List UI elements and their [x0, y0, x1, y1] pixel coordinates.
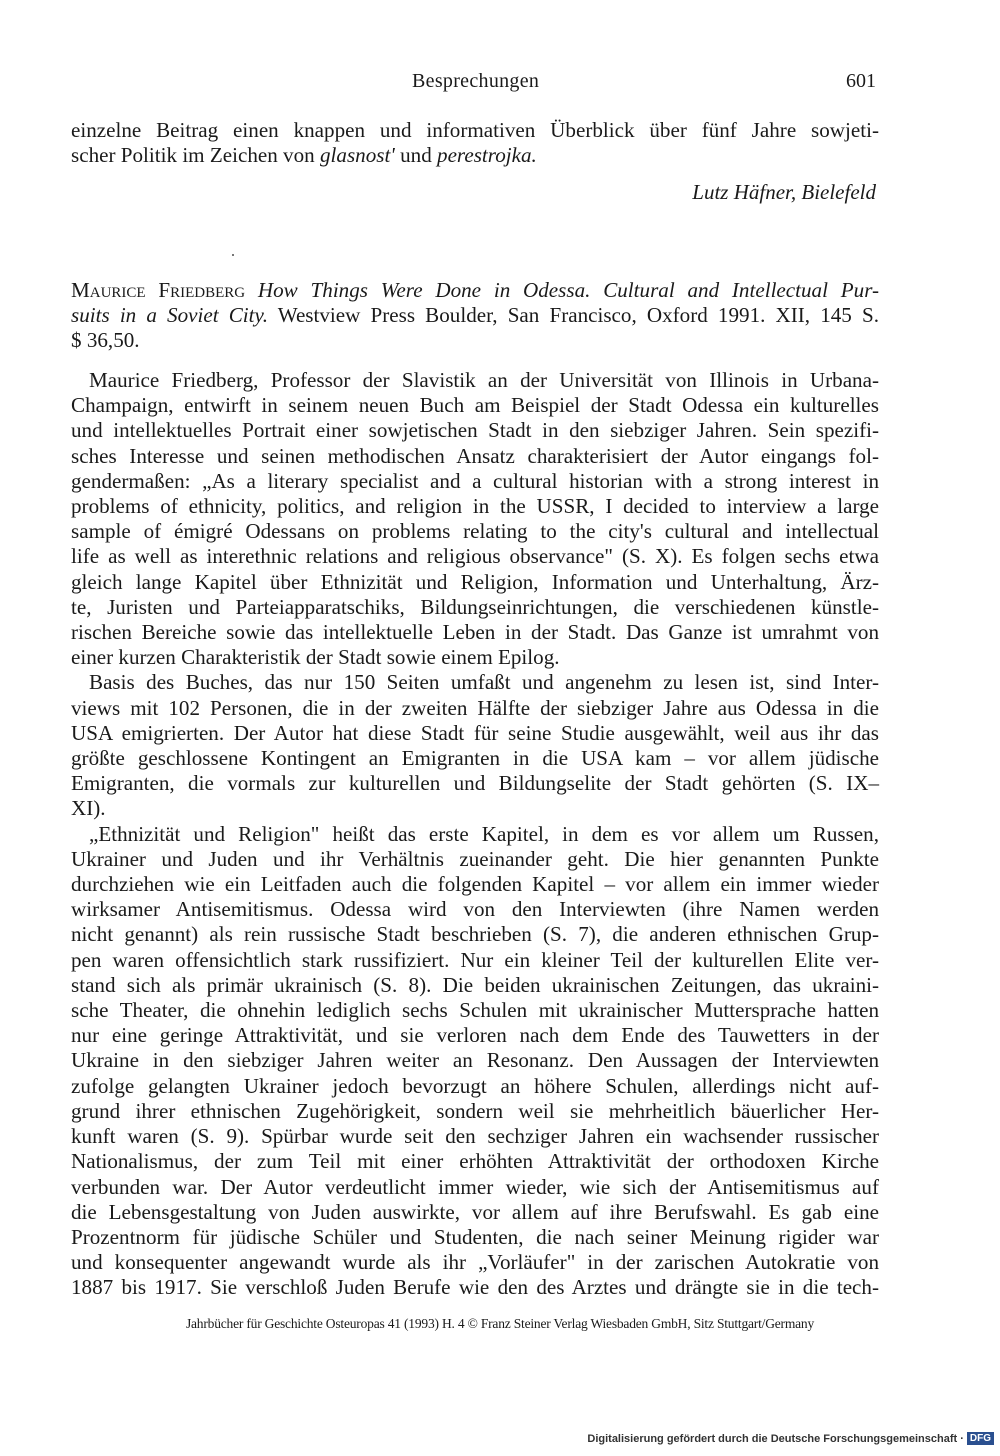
text-line: sche Theater, die ohnehin lediglich sechs Schulen mit ukrainischer Muttersprache hatten	[71, 998, 879, 1023]
book-author: Maurice Friedberg	[71, 278, 246, 302]
text-segment: scher Politik im Zeichen von	[71, 143, 320, 168]
text-line	[71, 143, 879, 168]
text-line: einzelne Beitrag einen knappen und informativen Überblick über fünf Jahre sowjeti-	[71, 118, 879, 142]
text-line: problems of ethnicity, politics, and religion in the USSR, I decided to interview a large	[71, 494, 879, 519]
text-line: zufolge gelangten Ukrainer jedoch bevorzugt an höhere Schulen, allerdings nicht auf-	[71, 1073, 879, 1098]
running-head: Besprechungen	[412, 70, 540, 92]
text-line: XI).	[71, 796, 106, 821]
previous-review-end	[71, 118, 879, 168]
text-line: wirksamer Antisemitismus. Odessa wird von den Interviewten (ihre Namen werden	[71, 897, 879, 922]
text-line: die Lebensgestaltung von Juden auswirkte, vor allem auf ihre Berufswahl. Es gab eine	[71, 1199, 879, 1224]
text-line: kunft waren (S. 9). Spürbar wurde seit den sechziger Jahren ein wachsender russischer	[71, 1124, 879, 1149]
text-line: nur eine geringe Attraktivität, und sie verloren nach dem Ende des Tauwetters in der	[71, 1023, 879, 1048]
digitization-notice	[587, 1432, 994, 1445]
text-line: pen waren offensichtlich stark russifiziert. Nur ein kleiner Teil der kulturellen Elite ver-	[71, 947, 879, 972]
term-glasnost: glasnost'	[319, 143, 395, 168]
text-line: sches Interesse und seinen methodischen Ansatz charakterisiert der Autor eingangs fol-	[71, 443, 879, 468]
book-title-part-2: suits in a Soviet City.	[71, 303, 268, 328]
review-body	[71, 368, 879, 1301]
review-heading	[71, 278, 879, 354]
dfg-logo-icon: DFG	[967, 1432, 994, 1445]
text-segment: und	[394, 143, 438, 168]
text-line: grund ihrer ethnischen Zugehörigkeit, sondern weil sie mehrheitlich bäuerlicher Her-	[71, 1098, 879, 1123]
book-price: $ 36,50.	[71, 328, 140, 353]
text-line: und konsequenter angewandt wurde als ihr „Vorläufer" in der zarischen Autokratie von	[71, 1250, 879, 1275]
text-line: gendermaßen: „As a literary specialist and a cultural historian with a strong interest in	[71, 468, 879, 493]
bib-line-2	[71, 303, 879, 328]
text-line: Ukraine in den siebziger Jahren weiter an Resonanz. Den Aussagen der Interviewten	[71, 1048, 879, 1073]
text-line: views mit 102 Personen, die in der zweiten Hälfte der siebziger Jahre aus Odessa in die	[71, 695, 879, 720]
text-line: „Ethnizität und Religion" heißt das erste Kapitel, in dem es vor allem um Russen,	[89, 821, 879, 846]
text-line: sample of émigré Odessans on problems relating to the city's cultural and intellectual	[71, 519, 879, 544]
text-line: gleich lange Kapitel über Ethnizität und Religion, Information und Unterhaltung, Ärz-	[71, 569, 879, 594]
text-line: stand sich als primär ukrainisch (S. 8). Die beiden ukrainischen Zeitungen, das ukraini-	[71, 972, 879, 997]
term-perestrojka: perestrojka.	[437, 143, 537, 168]
text-line: nicht genannt) als rein russische Stadt beschrieben (S. 7), die anderen ethnischen Grup-	[71, 922, 879, 947]
text-line: Maurice Friedberg, Professor der Slavistik an der Universität von Illinois in Urbana-	[89, 368, 879, 392]
text-line: größte geschlossene Kontingent an Emigranten in die USA kam – vor allem jüdische	[71, 746, 879, 771]
text-line: durchziehen wie ein Leitfaden auch die folgenden Kapitel – vor allem ein immer wieder	[71, 872, 879, 897]
text-line: und intellektuelles Portrait einer sowjetischen Stadt in den siebziger Jahren. Sein spezifi-	[71, 418, 879, 443]
text-line: USA emigrierten. Der Autor hat diese Stadt für seine Studie ausgewählt, weil aus ihr das	[71, 720, 879, 745]
text-line: te, Juristen und Parteiapparatschiks, Bildungseinrichtungen, die verschiedenen künstle-	[71, 594, 879, 619]
text-line: Basis des Buches, das nur 150 Seiten umfaßt und angenehm zu lesen ist, sind Inter-	[89, 670, 879, 695]
publisher-info: Westview Press Boulder, San Francisco, Oxford 1991. XII, 145 S.	[267, 303, 879, 328]
text-line: Champaign, entwirft in seinem neuen Buch am Beispiel der Stadt Odessa ein kulturelles	[71, 393, 879, 418]
book-title-part-1: How Things Were Done in Odessa. Cultural and Intellectual Pur-	[257, 278, 879, 302]
text-line: Prozentnorm für jüdische Schüler und Studenten, die nach seiner Meinung rigider war	[71, 1224, 879, 1249]
bib-line-1	[71, 278, 879, 303]
text-line: Emigranten, die vormals zur kulturellen und Bildungselite der Stadt gehörten (S. IX–	[71, 771, 879, 796]
text-line: Nationalismus, der zum Teil mit einer erhöhten Attraktivität der orthodoxen Kirche	[71, 1149, 879, 1174]
text-line: 1887 bis 1917. Sie verschloß Juden Berufe wie den des Arztes und drängte sie in die tech-	[71, 1275, 879, 1300]
text-line: rischen Bereiche sowie das intellektuelle Leben in der Stadt. Das Ganze ist umrahmt von	[71, 620, 879, 645]
text-line: verbunden war. Der Autor verdeutlicht immer wieder, wie sich der Antisemitismus auf	[71, 1174, 879, 1199]
text-line: life as well as interethnic relations and religious observance" (S. X). Es folgen sechs etwa	[71, 544, 879, 569]
journal-citation-footer: Jahrbücher für Geschichte Osteuropas 41 (1993) H. 4 © Franz Steiner Verlag Wiesbaden GmbH, Sitz Stuttgart/Germany	[185, 1316, 815, 1331]
scan-speck	[232, 254, 234, 256]
text-line: Ukrainer und Juden und ihr Verhältnis zueinander geht. Die hier genannten Punkte	[71, 846, 879, 871]
text-line: einer kurzen Charakteristik der Stadt sowie einem Epilog.	[71, 645, 560, 670]
page-number: 601	[846, 70, 876, 92]
reviewer-signature: Lutz Häfner, Bielefeld	[692, 180, 876, 204]
digitization-text: Digitalisierung gefördert durch die Deutsche Forschungsgemeinschaft ·	[587, 1432, 964, 1445]
